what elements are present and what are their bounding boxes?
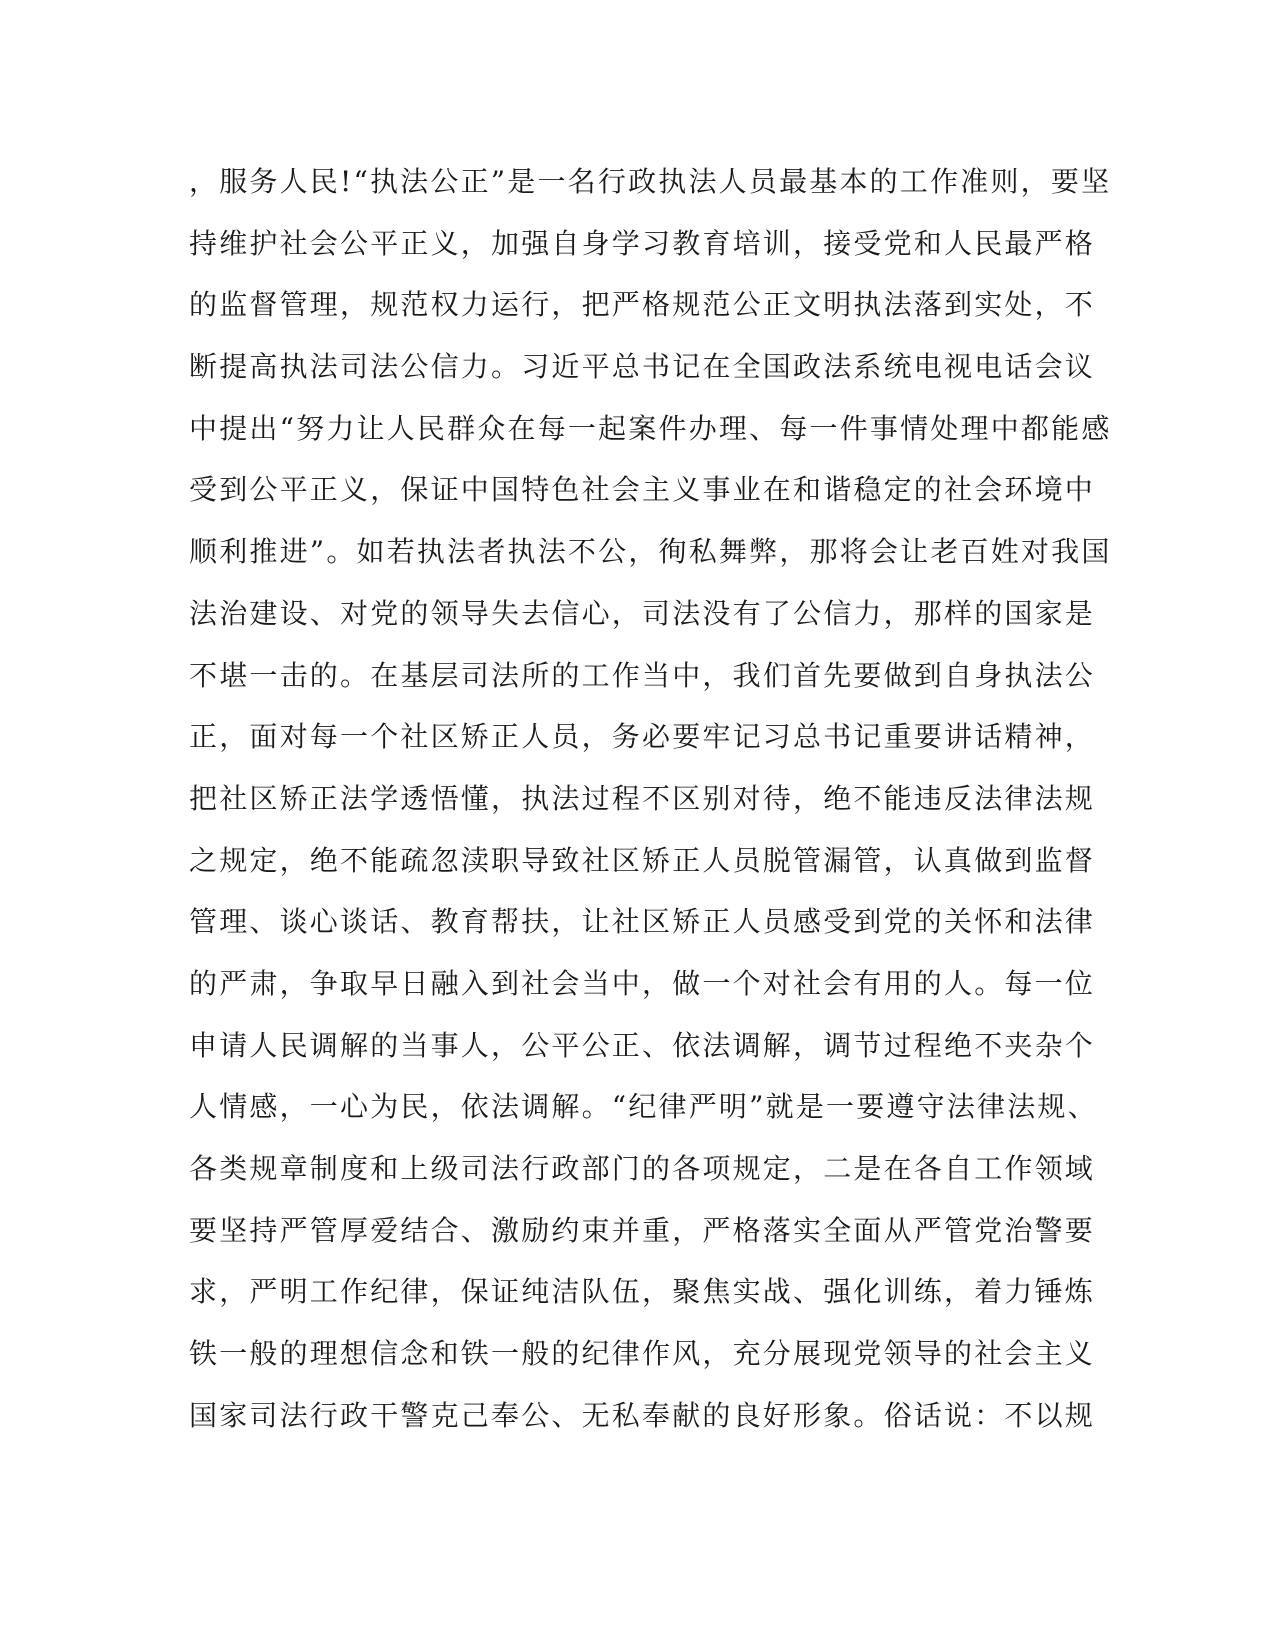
- text-line: 的监督管理，规范权力运行，把严格规范公正文明执法落到实处，不: [189, 288, 1096, 322]
- text-line: 的严肃，争取早日融入到社会当中，做一个对社会有用的人。每一位: [189, 966, 1096, 1000]
- text-line: 之规定，绝不能疏忽渎职导致社区矫正人员脱管漏管，认真做到监督: [189, 843, 1096, 877]
- body-text: [189, 151, 1112, 1446]
- text-line: 把社区矫正法学透悟懂，执法过程不区别对待，绝不能违反法律法规: [189, 781, 1096, 815]
- text-line: 各类规章制度和上级司法行政部门的各项规定，二是在各自工作领域: [189, 1152, 1096, 1185]
- text-line: 管理、谈心谈话、教育帮扶，让社区矫正人员感受到党的关怀和法律: [189, 905, 1096, 939]
- text-line: 不堪一击的。在基层司法所的工作当中，我们首先要做到自身执法公: [189, 658, 1096, 692]
- text-line: 申请人民调解的当事人，公平公正、依法调解，调节过程绝不夹杂个: [189, 1028, 1096, 1062]
- text-line: 铁一般的理想信念和铁一般的纪律作风，充分展现党领导的社会主义: [189, 1337, 1096, 1371]
- text-line: 断提高执法司法公信力。习近平总书记在全国政法系统电视电话会议: [189, 350, 1096, 384]
- text-line: 国家司法行政干警克己奉公、无私奉献的良好形象。俗话说：不以规: [189, 1398, 1096, 1432]
- text-line: 要坚持严管厚爱结合、激励约束并重，严格落实全面从严管党治警要: [189, 1213, 1096, 1247]
- text-line: ，服务人民!“执法公正”是一名行政执法人员最基本的工作准则，要坚: [189, 165, 1112, 198]
- text-line: 顺利推进”。如若执法者执法不公，徇私舞弊，那将会让老百姓对我国: [189, 535, 1112, 569]
- text-line: 人情感，一心为民，依法调解。“纪律严明”就是一要遵守法律法规、: [189, 1090, 1098, 1124]
- text-line: 持维护社会公平正义，加强自身学习教育培训，接受党和人民最严格: [189, 226, 1096, 260]
- text-line: 正，面对每一个社区矫正人员，务必要牢记习总书记重要讲话精神，: [189, 720, 1096, 754]
- text-line: 法治建设、对党的领导失去信心，司法没有了公信力，那样的国家是: [189, 596, 1096, 630]
- text-line: 中提出“努力让人民群众在每一起案件办理、每一件事情处理中都能感: [189, 411, 1112, 445]
- text-line: 受到公平正义，保证中国特色社会主义事业在和谐稳定的社会环境中: [189, 473, 1096, 507]
- text-line: 求，严明工作纪律，保证纯洁队伍，聚焦实战、强化训练，着力锤炼: [189, 1275, 1096, 1309]
